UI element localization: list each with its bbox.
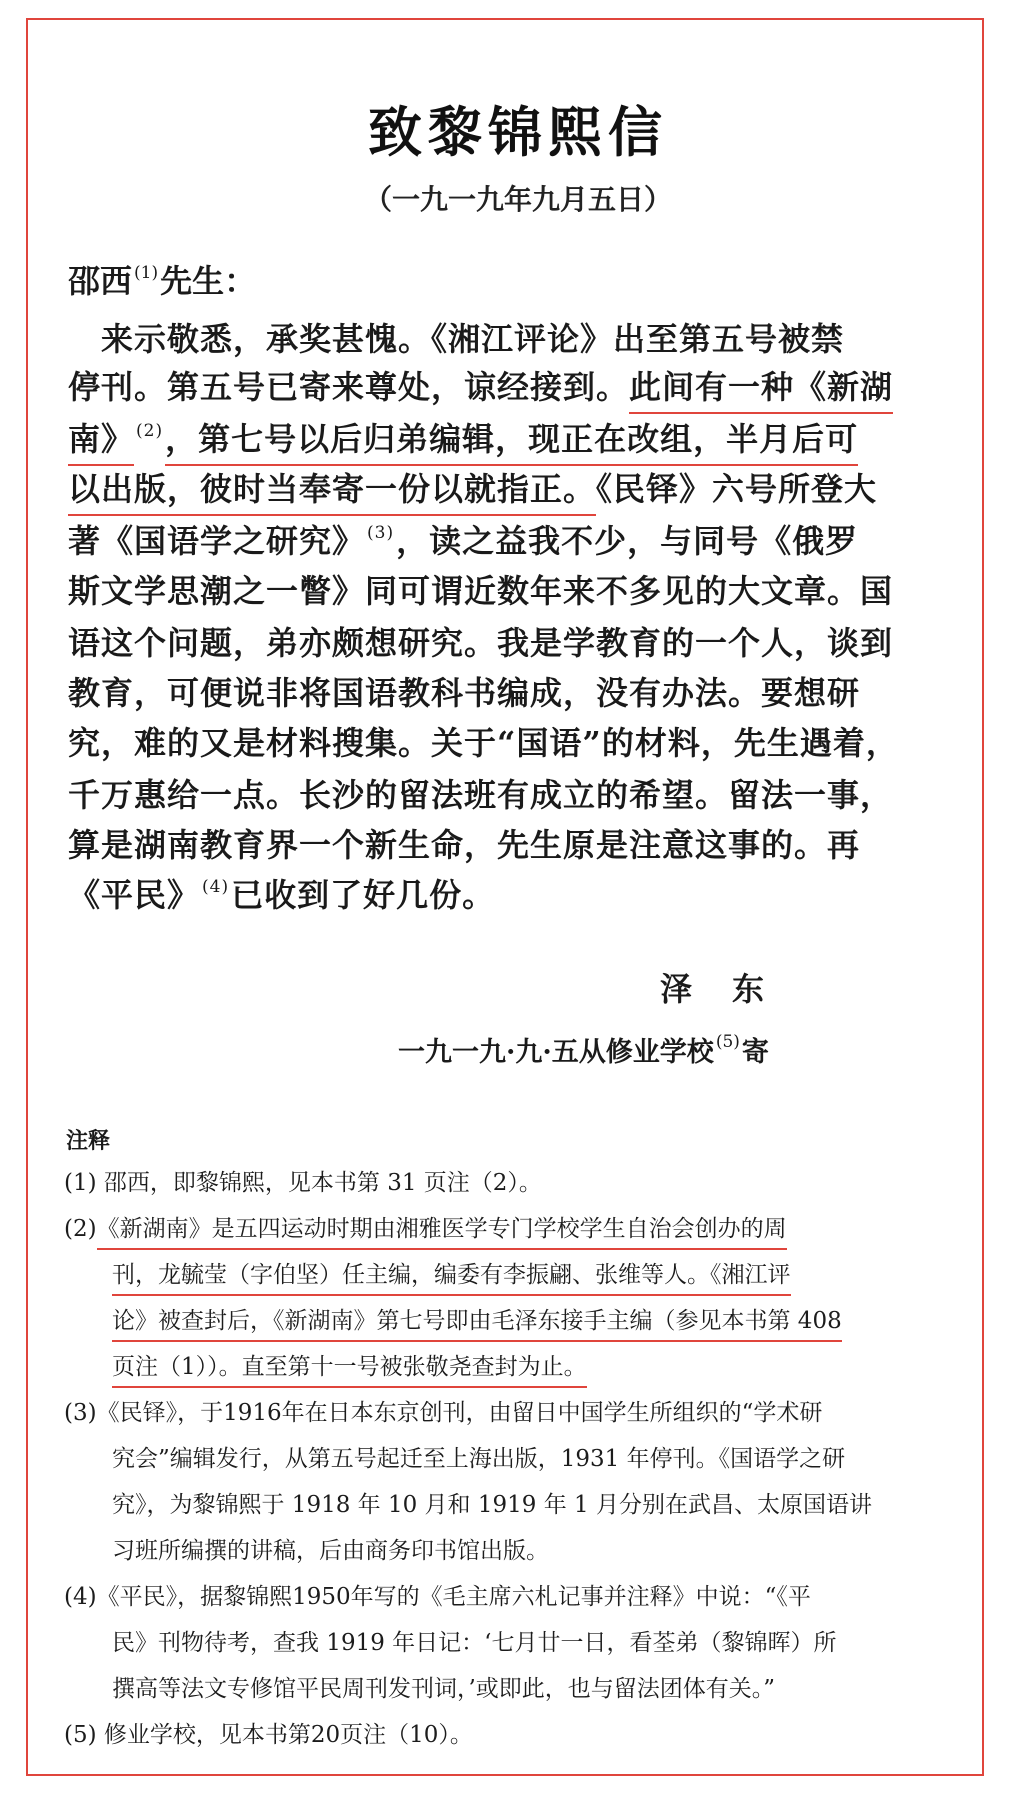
text-segment: 停刊。第五号已寄来尊处，谅经接到。 [68,368,630,406]
salutation-suffix: 先生： [160,262,257,300]
text-segment: 《民铎》六号所登大 [596,470,878,508]
footnote-ref: (3) [367,523,395,543]
letter-line [68,820,860,866]
letter-line [68,516,858,562]
text-segment: 千万惠给一点。长沙的留法班有成立的希望。留法一事， [68,776,894,814]
text-segment: 算是湖南教育界一个新生命，先生原是注意这事的。再 [68,826,861,864]
signature-place-suffix: 寄 [741,1037,769,1068]
text-segment: (2) [64,1216,97,1242]
note-line [112,1532,549,1565]
footnote-ref: (5) [715,1032,740,1052]
text-segment: 习班所编撰的讲稿，后由商务印书馆出版。 [112,1538,549,1564]
footnote-ref: (4) [202,877,230,897]
letter-line [68,314,844,360]
note-line [112,1348,587,1381]
footnote-ref: (1) [134,263,159,283]
text-segment: (5) 修业学校，见本书第20页注（10）。 [64,1722,473,1748]
highlighted-text: 此间有一种《新湖 [629,368,893,414]
letter-line [68,770,893,816]
salutation-name: 邵西 [68,262,133,300]
letter-date: （一九一九年九月五日） [363,183,672,216]
signature-name: 泽东 [660,970,805,1008]
letter-line [68,668,860,714]
text-segment: 斯文学思潮之一瞥》同可谓近数年来不多见的大文章。国 [68,572,894,610]
text-segment: 究会”编辑发行，从第五号起迁至上海出版，1931 年停刊。《国语学之研 [112,1446,846,1472]
letter-line [68,464,877,510]
note-line [112,1302,842,1335]
highlighted-text: 南》 [68,420,134,466]
highlighted-text: 《新湖南》是五四运动时期由湘雅医学专门学校学生自治会创办的周 [97,1216,787,1250]
highlighted-text: 以出版，彼时当奉寄一份以就指正。 [68,470,596,516]
highlighted-text: 论》被查封后，《新湖南》第七号即由毛泽东接手主编（参见本书第 408 [112,1308,842,1342]
letter-line [68,414,858,460]
text-segment: 教育，可便说非将国语教科书编成，没有办法。要想研 [68,674,861,712]
footnote-ref: (2) [136,421,164,441]
text-segment: 撰高等法文专修馆平民周刊发刊词，’或即此，也与留法团体有关。” [112,1676,776,1702]
note-line [112,1486,872,1519]
text-segment: 来示敬悉，承奖甚愧。《湘江评论》出至第五号被禁 [68,320,845,358]
note-line [64,1164,542,1197]
note-line [112,1670,775,1703]
text-segment: 民》刊物待考，查我 1919 年日记：‘七月廿一日，看荃弟（黎锦晖）所 [112,1630,837,1656]
highlighted-text: 页注（1））。直至第十一号被张敬尧查封为止。 [112,1354,587,1388]
salutation [68,256,256,302]
letter-title: 致黎锦熙信 [368,100,668,164]
text-segment: ，读之益我不少，与同号《俄罗 [396,522,859,560]
text-segment: (3)《民铎》，于1916年在日本东京创刊，由留日中国学生所组织的“学术研 [64,1400,823,1426]
letter-line [68,718,899,764]
note-line [112,1256,791,1289]
text-segment: 究，难的又是材料搜集。关于“国语”的材料，先生遇着， [68,724,899,762]
text-segment: (1) 邵西，即黎锦熙，见本书第 31 页注（2）。 [64,1170,542,1196]
notes-heading: 注释 [66,1128,111,1154]
note-line [64,1578,811,1611]
letter-line [68,566,893,612]
note-line [112,1624,836,1657]
text-segment: 已收到了好几份。 [231,876,496,914]
letter-line [68,870,495,916]
text-segment: (4)《平民》，据黎锦熙1950年写的《毛主席六札记事并注释》中说：“《平 [64,1584,811,1610]
note-line [112,1440,845,1473]
highlighted-text: 刊，龙毓莹（字伯坚）任主编，编委有李振翩、张维等人。《湘江评 [112,1262,791,1296]
text-segment: 究》，为黎锦熙于 1918 年 10 月和 1919 年 1 月分别在武昌、太原国语讲 [112,1492,872,1518]
note-line [64,1210,787,1243]
text-segment: 语这个问题，弟亦颇想研究。我是学教育的一个人，谈到 [68,624,894,662]
letter-line [68,618,893,664]
note-line [64,1394,822,1427]
text-segment: 《平民》 [68,876,201,914]
signature-place [398,1030,769,1069]
text-segment: 著《国语学之研究》 [68,522,366,560]
note-line [64,1716,473,1749]
signature-place-text: 一九一九·九·五从修业学校 [398,1037,714,1068]
highlighted-text: ，第七号以后归弟编辑，现正在改组，半月后可 [165,420,858,466]
letter-line [68,362,893,408]
